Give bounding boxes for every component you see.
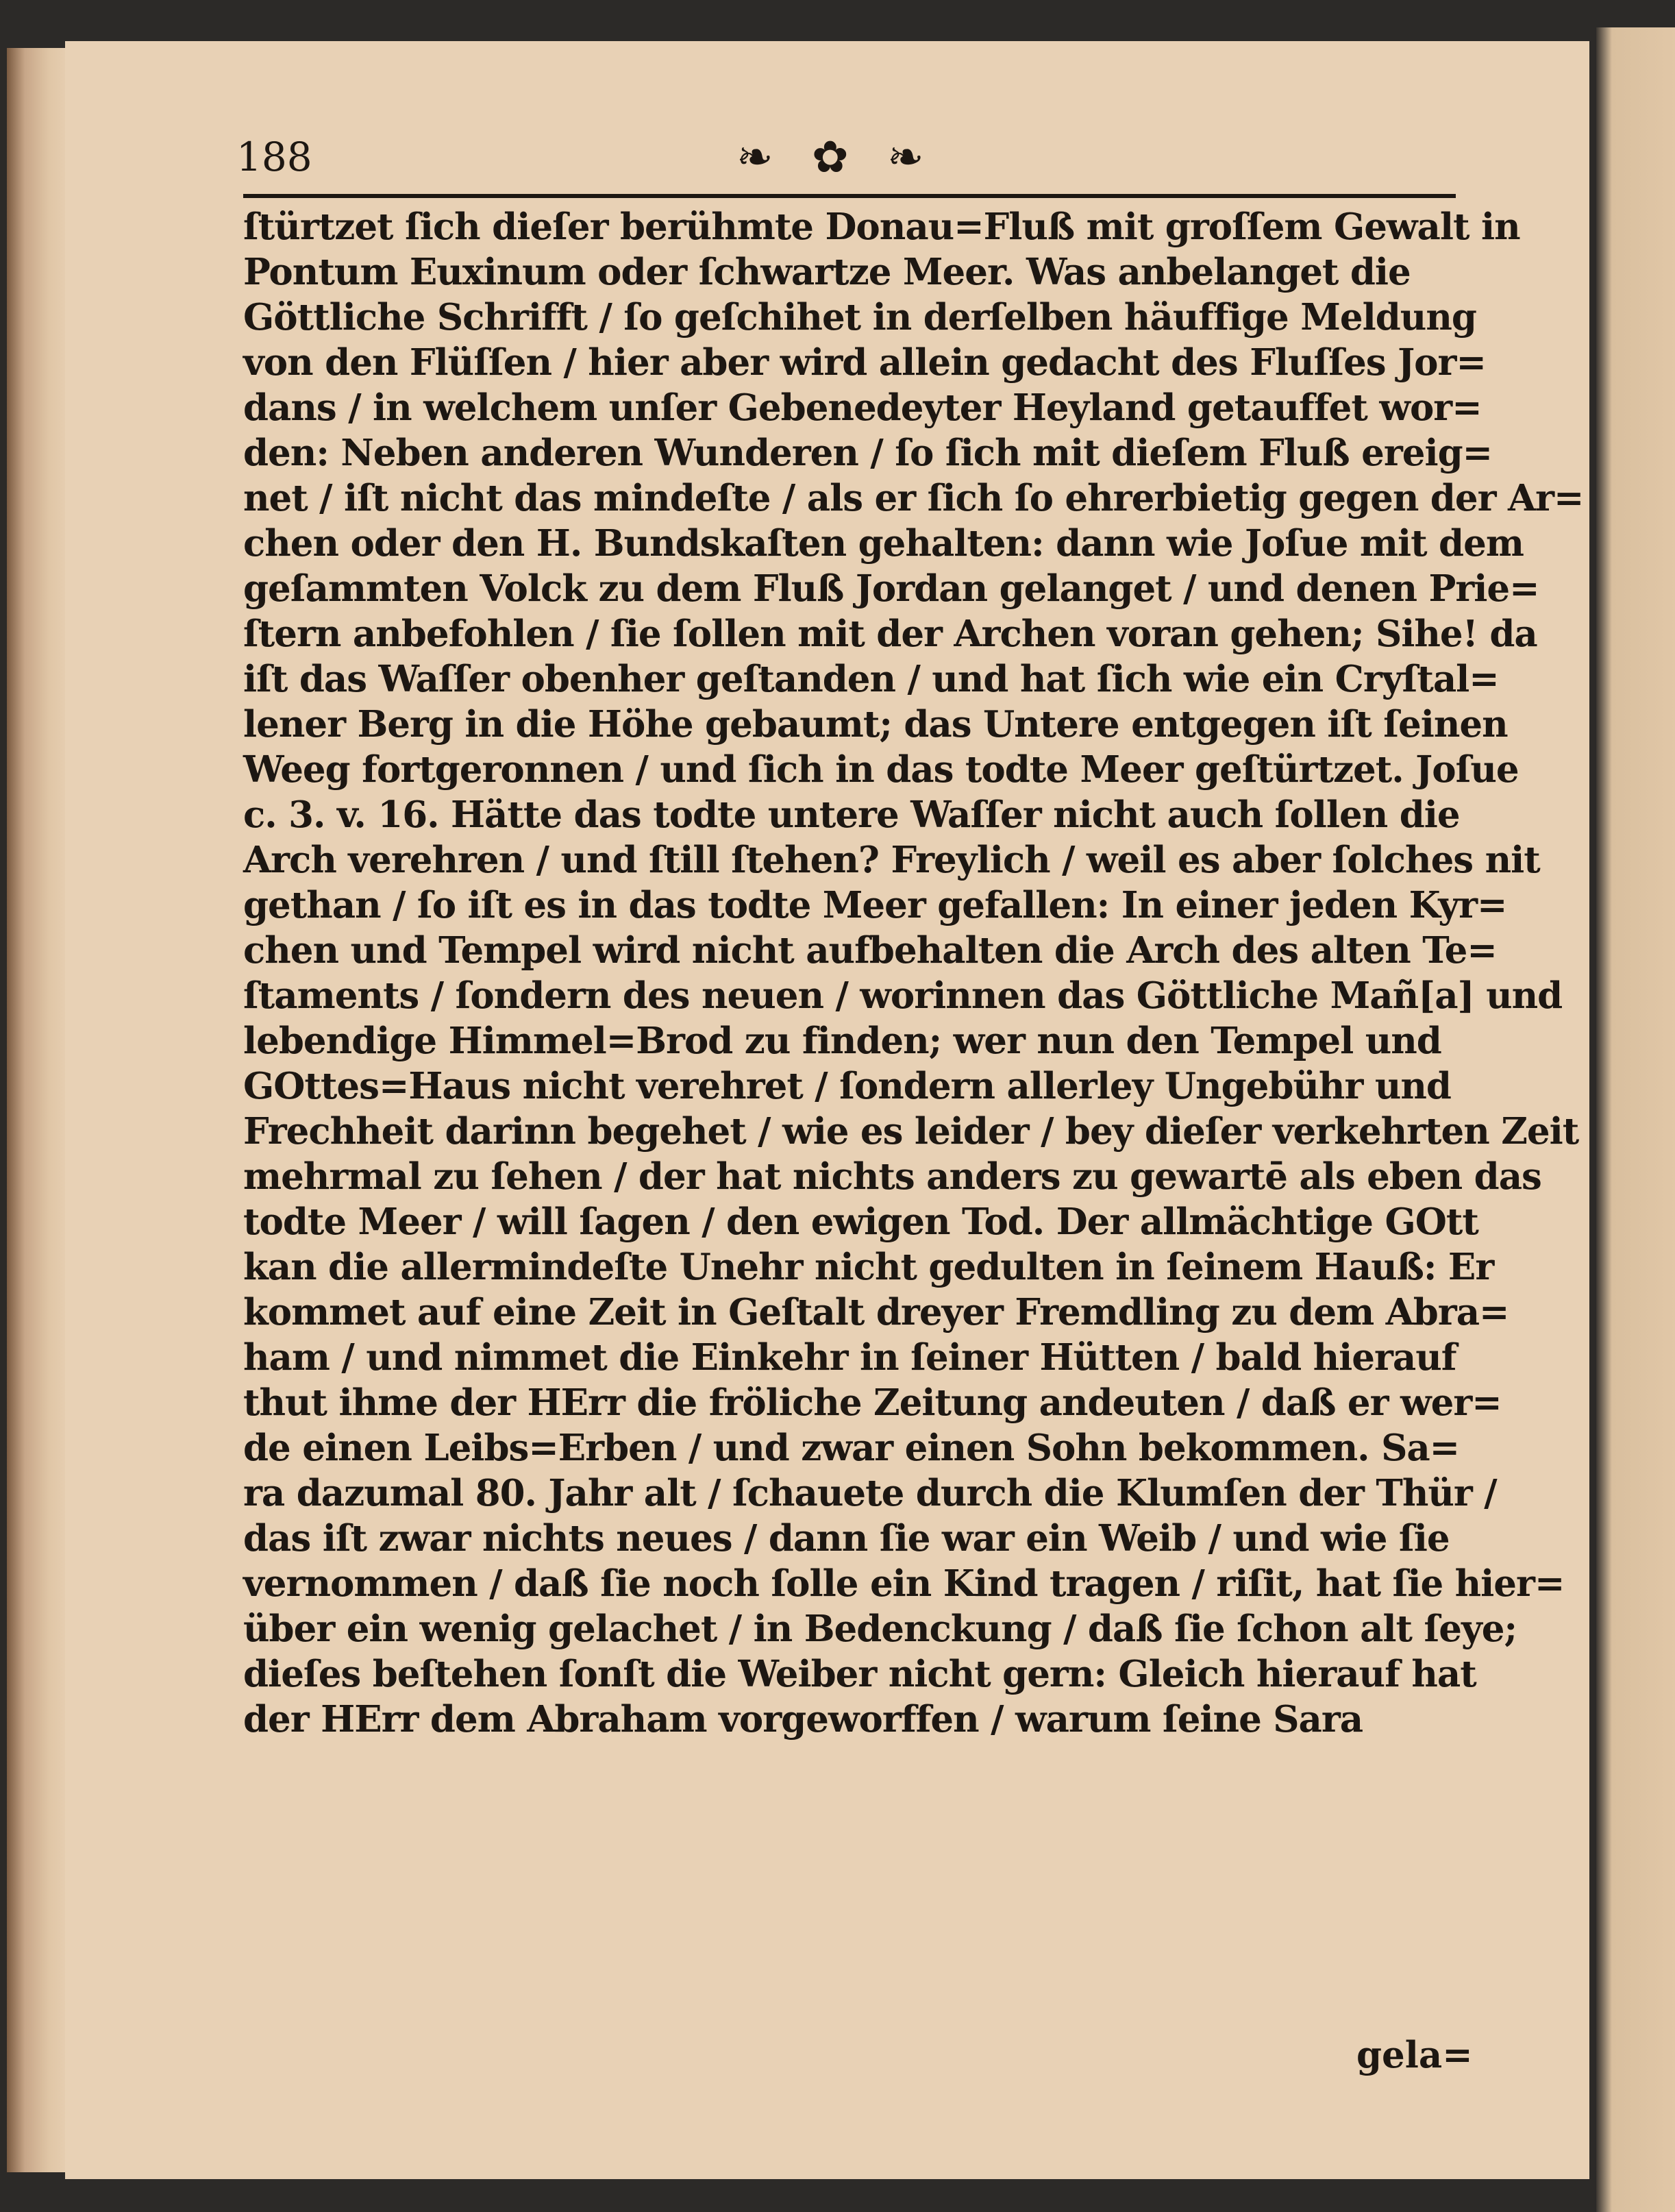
text-line: chen und Tempel wird nicht aufbehalten die Arch des alten Te=	[243, 929, 1497, 972]
body-text	[243, 204, 1584, 2068]
text-line: vernommen / daß ſie noch ſolle ein Kind tragen / riſit, hat ſie hier=	[243, 1562, 1565, 1605]
text-line: c. 3. v. 16. Hätte das todte untere Waſſer nicht auch ſollen die	[243, 794, 1460, 836]
text-line: lener Berg in die Höhe gebaumt; das Untere entgegen iſt ſeinen	[243, 703, 1508, 746]
text-line: ſtürtzet ſich dieſer berühmte Donau=Fluß mit groſſem Gewalt in	[243, 206, 1520, 248]
text-line: thut ihme der HErr die fröliche Zeitung andeuten / daß er wer=	[243, 1381, 1502, 1424]
text-line: de einen Leibs=Erben / und zwar einen Sohn bekommen. Sa=	[243, 1427, 1460, 1469]
text-line: ham / und nimmet die Einkehr in ſeiner Hütten / bald hierauf	[243, 1336, 1456, 1379]
text-line: Göttliche Schrifft / ſo geſchihet in derſelben häuffige Meldung	[243, 296, 1476, 339]
next-page-edge	[1596, 27, 1675, 2212]
text-line: Weeg fortgeronnen / und ſich in das todte Meer geſtürtzet. Joſue	[243, 748, 1519, 791]
left-page-edges	[7, 48, 67, 2172]
text-line: gethan / ſo iſt es in das todte Meer gefallen: In einer jeden Kyr=	[243, 884, 1507, 926]
text-line: dieſes beſtehen ſonſt die Weiber nicht gern: Gleich hierauf hat	[243, 1653, 1476, 1695]
text-line: geſammten Volck zu dem Fluß Jordan gelanget / und denen Prie=	[243, 567, 1539, 610]
text-line: kommet auf eine Zeit in Geſtalt dreyer Fremdling zu dem Abra=	[243, 1291, 1509, 1334]
text-line: iſt das Waſſer obenher geſtanden / und hat ſich wie ein Cryſtal=	[243, 658, 1499, 700]
text-line: der HErr dem Abraham vorgeworffen / warum ſeine Sara	[243, 1698, 1363, 1741]
text-line: kan die allermindeſte Unehr nicht gedulten in ſeinem Hauß: Er	[243, 1246, 1494, 1288]
text-line: ra dazumal 80. Jahr alt / ſchauete durch die Klumſen der Thür /	[243, 1472, 1497, 1514]
text-line: mehrmal zu ſehen / der hat nichts anders zu gewartē als eben das	[243, 1155, 1541, 1198]
text-line: Arch verehren / und ſtill ſtehen? Freylich / weil es aber ſolches nit	[243, 839, 1540, 881]
header-rule	[243, 194, 1456, 198]
text-line: das iſt zwar nichts neues / dann ſie war ein Weib / und wie ſie	[243, 1517, 1450, 1560]
text-line: über ein wenig gelachet / in Bedenckung / daß ſie ſchon alt ſeye;	[243, 1608, 1517, 1650]
header-ornament-icon: ❧ ✿ ❧	[736, 132, 936, 183]
text-line: dans / in welchem unſer Gebenedeyter Heyland getauffet wor=	[243, 386, 1482, 429]
text-line: Frechheit darinn begehet / wie es leider / bey dieſer verkehrten Zeit	[243, 1110, 1579, 1153]
text-line: net / iſt nicht das mindeſte / als er ſich ſo ehrerbietig gegen der Ar=	[243, 477, 1584, 519]
text-line: GOttes=Haus nicht verehret / ſondern allerley Ungebühr und	[243, 1065, 1451, 1107]
text-line: Pontum Euxinum oder ſchwartze Meer. Was anbelanget die	[243, 251, 1411, 293]
page-number: 188	[236, 134, 312, 180]
page-header	[236, 134, 1469, 195]
text-line: todte Meer / will ſagen / den ewigen Tod. Der allmächtige GOtt	[243, 1201, 1478, 1243]
text-line: den: Neben anderen Wunderen / ſo ſich mit dieſem Fluß ereig=	[243, 432, 1493, 474]
text-line: chen oder den H. Bundskaſten gehalten: dann wie Joſue mit dem	[243, 522, 1524, 565]
text-line: lebendige Himmel=Brod zu finden; wer nun den Tempel und	[243, 1020, 1441, 1062]
catchword: gela=	[1356, 2034, 1473, 2076]
text-line: von den Flüſſen / hier aber wird allein gedacht des Fluſſes Jor=	[243, 341, 1486, 384]
text-line: ſtaments / ſondern des neuen / worinnen das Göttliche Mañ[a] und	[243, 974, 1563, 1017]
text-line: ſtern anbefohlen / ſie ſollen mit der Archen voran gehen; Sihe! da	[243, 613, 1537, 655]
